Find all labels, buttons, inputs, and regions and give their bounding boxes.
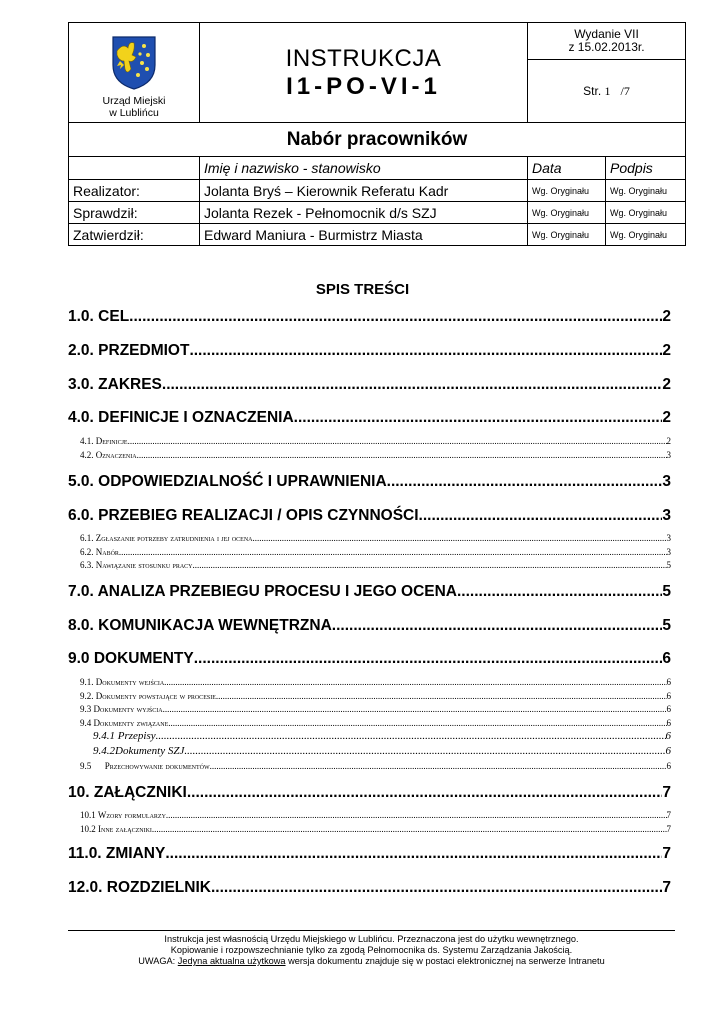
toc-entry[interactable]: 9.0 DOKUMENTY ..... 6	[68, 650, 671, 668]
column-header-name: Imię i nazwisko - stanowisko	[200, 157, 528, 180]
toc-entry[interactable]: 6.0. PRZEBIEG REALIZACJI / OPIS CZYNNOŚCI ..... 3	[68, 507, 671, 525]
toc-subsubentry[interactable]: 9.4.2Dokumenty SZJ ..... 6	[93, 745, 671, 757]
office-name-line1: Urząd Miejski	[102, 94, 166, 107]
coat-of-arms-icon	[111, 35, 157, 91]
toc-entry[interactable]: 4.0. DEFINICJE I OZNACZENIA ..... 2	[68, 409, 671, 427]
toc-entry[interactable]: 10. ZAŁĄCZNIKI ..... 7	[68, 784, 671, 802]
column-header-sign: Podpis	[606, 157, 686, 180]
signature-value: Wg. Oryginału	[606, 224, 686, 246]
role-label: Sprawdził:	[69, 202, 200, 224]
toc-subentry[interactable]: 9.1. Dokumenty wejścia ..... 6	[80, 677, 671, 687]
footer-emphasis: Jedyna aktualna użytkowa	[177, 956, 286, 966]
toc-subentry[interactable]: 9.5 Przechowywanie dokumentów ..... 6	[80, 761, 671, 771]
header-table	[68, 22, 686, 246]
toc-title: SPIS TREŚCI	[315, 281, 410, 298]
footer-line-3: UWAGA: Jedyna aktualna użytkowa wersja dokumentu znajduje się w postaci elektronicznej na serwerze Intranetu	[138, 956, 605, 966]
toc-subentry[interactable]: 6.1. Zgłaszanie potrzeby zatrudnienia i jej ocena ..... 3	[80, 533, 671, 543]
page-label: Str.	[583, 83, 602, 98]
title-cell	[200, 23, 528, 123]
footer-line-1: Instrukcja jest własnością Urzędu Miejskiego w Lublińcu. Przeznaczona jest do użytku wewnętrznego.	[164, 934, 579, 944]
approval-row	[69, 224, 686, 246]
toc-subentry[interactable]: 4.1. Definicje ..... 2	[80, 436, 671, 446]
toc-subentry[interactable]: 6.3. Nawiązanie stosunku pracy. ..... 5	[80, 560, 671, 570]
toc-subentry[interactable]: 10.2 Inne załączniki ..... 7	[80, 824, 671, 834]
toc-entry[interactable]: 2.0. PRZEDMIOT ..... 2	[68, 342, 671, 360]
toc-entry[interactable]: 12.0. ROZDZIELNIK ..... 7	[68, 879, 671, 897]
person: Edward Maniura - Burmistrz Miasta	[200, 224, 528, 246]
edition-date: z 15.02.2013r.	[568, 40, 645, 54]
toc-entry[interactable]: 7.0. ANALIZA PRZEBIEGU PROCESU I JEGO OCENA ..... 5	[68, 583, 671, 601]
toc-subsubentry[interactable]: 9.4.1 Przepisy ..... 6	[93, 730, 671, 742]
document-code: I1-PO-VI-1	[286, 72, 441, 100]
empty-cell	[69, 157, 200, 180]
date-value: Wg. Oryginału	[528, 180, 606, 202]
toc-subentry[interactable]: 9.4 Dokumenty związane ..... 6	[80, 718, 671, 728]
document-type: INSTRUKCJA	[285, 44, 442, 72]
toc-entry[interactable]: 1.0. CEL ..... 2	[68, 308, 671, 326]
date-value: Wg. Oryginału	[528, 224, 606, 246]
signature-value: Wg. Oryginału	[606, 180, 686, 202]
person: Jolanta Rezek - Pełnomocnik d/s SZJ	[200, 202, 528, 224]
toc-subentry[interactable]: 9.2. Dokumenty powstające w procesie ..... 6	[80, 691, 671, 701]
date-value: Wg. Oryginału	[528, 202, 606, 224]
page-number: 1	[604, 83, 611, 98]
role-label: Zatwierdził:	[69, 224, 200, 246]
signature-value: Wg. Oryginału	[606, 202, 686, 224]
office-name-line2: w Lublińcu	[109, 106, 159, 119]
page-cell	[528, 60, 686, 123]
toc-entry[interactable]: 3.0. ZAKRES ..... 2	[68, 376, 671, 394]
edition-cell	[528, 23, 686, 60]
role-label: Realizator:	[69, 180, 200, 202]
toc-subentry[interactable]: 10.1 Wzory formularzy ..... 7	[80, 810, 671, 820]
office-cell	[69, 23, 200, 123]
approval-row	[69, 202, 686, 224]
toc-subentry[interactable]: 9.3 Dokumenty wyjścia ..... 6	[80, 704, 671, 714]
edition: Wydanie VII	[574, 27, 639, 41]
toc-entry[interactable]: 5.0. ODPOWIEDZIALNOŚĆ I UPRAWNIENIA ..... 3	[68, 473, 671, 491]
toc-subentry[interactable]: 4.2. Oznaczenia ..... 3	[80, 450, 671, 460]
footer-notice	[68, 930, 675, 967]
toc-subentry[interactable]: 6.2. Nabór ..... 3	[80, 547, 671, 557]
column-header-date: Data	[528, 157, 606, 180]
page-total: /7	[620, 83, 630, 98]
footer-line-2: Kopiowanie i rozpowszechnianie tylko za zgodą Pełnomocnika ds. Systemu Zarządzania Jakością.	[170, 945, 573, 955]
toc-entry[interactable]: 11.0. ZMIANY ..... 7	[68, 845, 671, 863]
toc-entry[interactable]: 8.0. KOMUNIKACJA WEWNĘTRZNA ..... 5	[68, 617, 671, 635]
document-topic: Nabór pracowników	[69, 123, 686, 157]
person: Jolanta Bryś – Kierownik Referatu Kadr	[200, 180, 528, 202]
approval-row	[69, 180, 686, 202]
